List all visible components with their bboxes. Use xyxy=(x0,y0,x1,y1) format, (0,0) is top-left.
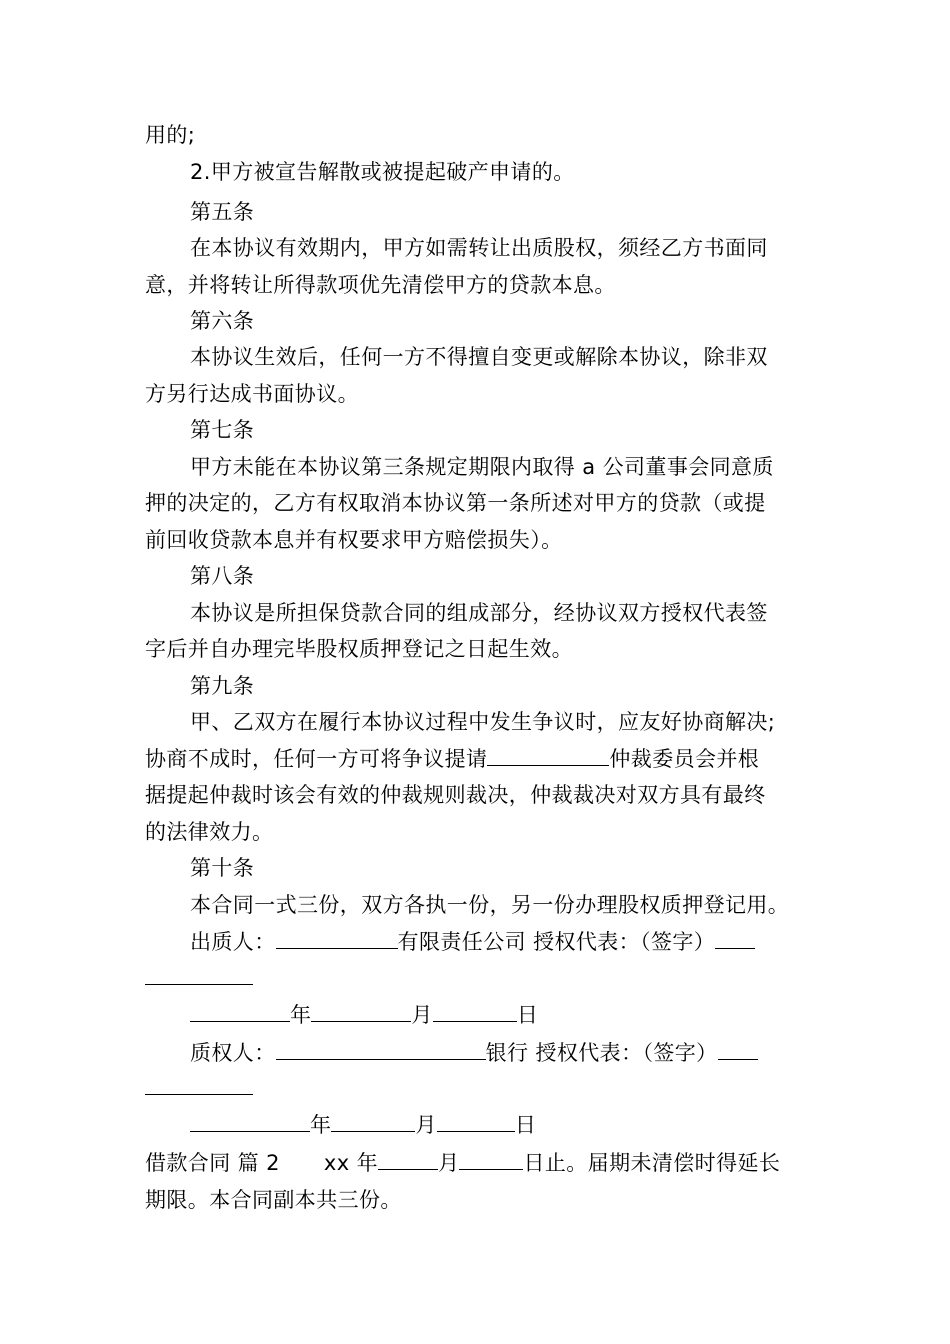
blank-line xyxy=(276,928,398,949)
text-line: 方另行达成书面协议。 xyxy=(145,382,359,406)
text-span: 月 xyxy=(438,1151,460,1175)
blank-line xyxy=(378,1149,438,1170)
text-span: 有限责任公司 授权代表：（签字） xyxy=(397,930,716,954)
text-line: 字后并自办理完毕股权质押登记之日起生效。 xyxy=(145,637,573,661)
blank-continuation xyxy=(145,963,815,993)
text-span: 月 xyxy=(411,1003,433,1027)
next-section-line xyxy=(145,1148,815,1178)
text-span: 日 xyxy=(516,1003,539,1027)
article-heading-9: 第九条 xyxy=(190,674,255,698)
date-line-1 xyxy=(190,1000,860,1030)
text-line: 2.甲方被宣告解散或被提起破产申请的。 xyxy=(190,160,575,184)
blank-line xyxy=(459,1149,523,1170)
text-line xyxy=(145,744,815,774)
article-heading-7: 第七条 xyxy=(190,418,255,442)
blank-continuation xyxy=(145,1073,815,1103)
text-line: 本协议是所担保贷款合同的组成部分，经协议双方授权代表签 xyxy=(190,601,768,625)
article-heading-5: 第五条 xyxy=(190,200,255,224)
blank-line xyxy=(718,1039,758,1060)
text-line: 期限。本合同副本共三份。 xyxy=(145,1188,402,1212)
text-span: 协商不成时，任何一方可将争议提请 xyxy=(145,747,488,771)
pledgee-signature-line xyxy=(190,1038,860,1068)
blank-line xyxy=(145,1074,253,1095)
text-line: 在本协议有效期内，甲方如需转让出质股权，须经乙方书面同 xyxy=(190,236,768,260)
blank-line xyxy=(190,1111,310,1132)
text-span: 年 xyxy=(290,1003,312,1027)
blank-line xyxy=(311,1001,411,1022)
article-heading-8: 第八条 xyxy=(190,564,255,588)
pledgor-signature-line xyxy=(190,927,860,957)
text-span: 质权人： xyxy=(190,1041,276,1065)
text-span: 出质人： xyxy=(190,930,276,954)
section-title: 借款合同 篇 2 xyxy=(145,1151,280,1175)
article-heading-10: 第十条 xyxy=(190,856,255,880)
text-span: 银行 授权代表：（签字） xyxy=(485,1041,718,1065)
text-line: 意，并将转让所得款项优先清偿甲方的贷款本息。 xyxy=(145,273,616,297)
blank-line xyxy=(487,745,609,766)
text-line: 用的; xyxy=(145,123,196,147)
text-span: 日止。届期未清偿时得延长 xyxy=(523,1151,781,1175)
text-line: 据提起仲裁时该会有效的仲裁规则裁决，仲裁裁决对双方具有最终 xyxy=(145,783,766,807)
blank-line xyxy=(437,1111,515,1132)
text-line: 本协议生效后，任何一方不得擅自变更或解除本协议，除非双 xyxy=(190,345,768,369)
text-line: 本合同一式三份，双方各执一份，另一份办理股权质押登记用。 xyxy=(190,893,790,917)
blank-line xyxy=(190,1001,290,1022)
text-span: 月 xyxy=(415,1113,437,1137)
text-span: 日 xyxy=(514,1113,537,1137)
text-line: 甲、乙双方在履行本协议过程中发生争议时，应友好协商解决; xyxy=(190,710,776,734)
text-line: 前回收贷款本息并有权要求甲方赔偿损失）。 xyxy=(145,528,563,552)
text-span: 仲裁委员会并根 xyxy=(609,747,760,771)
text-line: 的法律效力。 xyxy=(145,820,274,844)
text-line: 押的决定的，乙方有权取消本协议第一条所述对甲方的贷款（或提 xyxy=(145,491,766,515)
blank-line xyxy=(145,964,253,985)
text-span: xx 年 xyxy=(323,1151,379,1175)
blank-line xyxy=(331,1111,415,1132)
blank-line xyxy=(715,928,755,949)
date-line-2 xyxy=(190,1110,860,1140)
text-line: 甲方未能在本协议第三条规定期限内取得 a 公司董事会同意质 xyxy=(190,455,774,479)
blank-line xyxy=(276,1039,486,1060)
text-span: 年 xyxy=(310,1113,332,1137)
article-heading-6: 第六条 xyxy=(190,309,255,333)
blank-line xyxy=(433,1001,517,1022)
